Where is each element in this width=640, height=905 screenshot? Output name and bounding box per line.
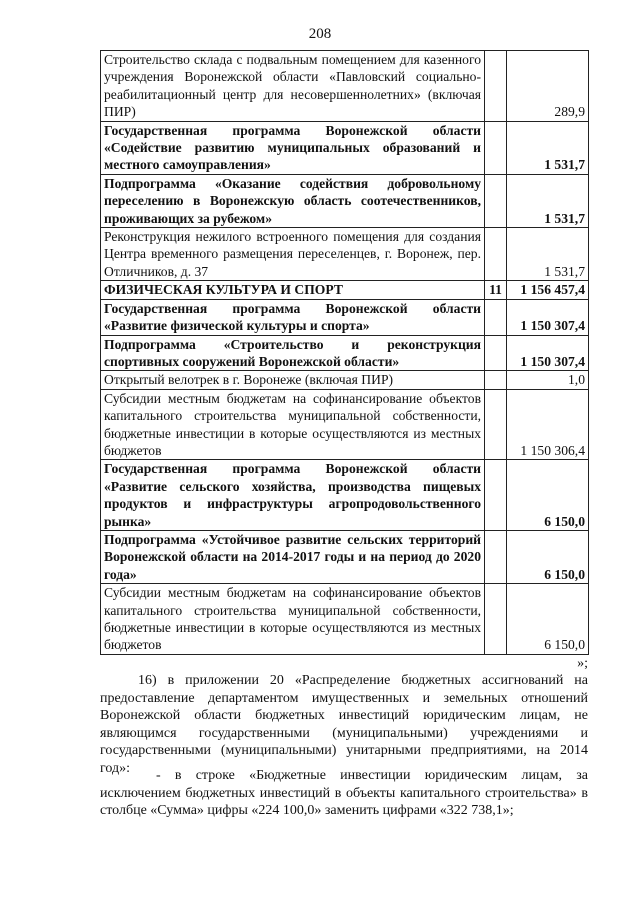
- row-name-cell: Подпрограмма «Строительство и реконструкция спортивных сооружений Воронежской области»: [101, 335, 485, 371]
- table-row: [101, 228, 589, 281]
- row-name-cell: Подпрограмма «Оказание содействия добровольному переселению в Воронежскую область соотечественников, проживающих за рубежом»: [101, 174, 485, 227]
- row-name-cell: Подпрограмма «Устойчивое развитие сельских территорий Воронежской области на 2014-2017 годы и на период до 2020 года»: [101, 530, 485, 583]
- row-name-cell: Реконструкция нежилого встроенного помещения для создания Центра временного размещения переселенцев, г. Воронеж, пер. Отличников, д. 37: [101, 228, 485, 281]
- row-code-cell: [485, 335, 507, 371]
- row-code-cell: 11: [485, 281, 507, 299]
- row-amount-cell: 1 150 307,4: [507, 335, 589, 371]
- row-code-cell: [485, 228, 507, 281]
- row-code-cell: [485, 389, 507, 460]
- row-amount-cell: 1 150 306,4: [507, 389, 589, 460]
- paragraph-16: 16) в приложении 20 «Распределение бюджетных ассигнований на предоставление департаментом имущественных и земельных отношений Воронежской области бюджетных инвестиций юридическим лицам, не являющимся государственными (муниципальными) учреждениями и государственными (муниципальными) унитарными предприятиями, на 2014 год»:: [100, 673, 588, 776]
- table-row: [101, 281, 589, 299]
- row-name-cell: Государственная программа Воронежской области «Развитие физической культуры и спорта»: [101, 299, 485, 335]
- row-amount-cell: 1 531,7: [507, 228, 589, 281]
- row-code-cell: [485, 460, 507, 531]
- row-name-cell: Государственная программа Воронежской области «Содействие развитию муниципальных образований и местного самоуправления»: [101, 121, 485, 174]
- row-amount-cell: 1 156 457,4: [507, 281, 589, 299]
- row-name-cell: ФИЗИЧЕСКАЯ КУЛЬТУРА И СПОРТ: [101, 281, 485, 299]
- row-code-cell: [485, 530, 507, 583]
- row-amount-cell: 1 531,7: [507, 174, 589, 227]
- row-code-cell: [485, 174, 507, 227]
- row-name-cell: Субсидии местным бюджетам на софинансирование объектов капитального строительства муниципальной собственности, бюджетные инвестиции в которые осуществляются из местных бюджетов: [101, 389, 485, 460]
- row-amount-cell: 1 150 307,4: [507, 299, 589, 335]
- row-amount-cell: 1 531,7: [507, 121, 589, 174]
- table-row: [101, 584, 589, 655]
- row-amount-cell: 1,0: [507, 371, 589, 389]
- row-amount-cell: 6 150,0: [507, 530, 589, 583]
- budget-table: [100, 50, 589, 655]
- table-row: [101, 335, 589, 371]
- row-amount-cell: 6 150,0: [507, 584, 589, 655]
- page-number: 208: [308, 26, 332, 42]
- table-row: [101, 299, 589, 335]
- row-code-cell: [485, 299, 507, 335]
- row-name-cell: Открытый велотрек в г. Воронеже (включая ПИР): [101, 371, 485, 389]
- row-name-cell: Строительство склада с подвальным помещением для казенного учреждения Воронежской области «Павловский социально-реабилитационный центр для несовершеннолетних» (включая ПИР): [101, 51, 485, 122]
- table-row: [101, 530, 589, 583]
- row-code-cell: [485, 51, 507, 122]
- table-row: [101, 174, 589, 227]
- row-code-cell: [485, 371, 507, 389]
- table-row: [101, 371, 589, 389]
- budget-table-body: [101, 51, 589, 655]
- table-row: [101, 121, 589, 174]
- table-row: [101, 460, 589, 531]
- row-code-cell: [485, 584, 507, 655]
- table-row: [101, 389, 589, 460]
- row-amount-cell: 289,9: [507, 51, 589, 122]
- row-name-cell: Субсидии местным бюджетам на софинансирование объектов капитального строительства муниципальной собственности, бюджетные инвестиции в которые осуществляются из местных бюджетов: [101, 584, 485, 655]
- row-code-cell: [485, 121, 507, 174]
- table-row: [101, 51, 589, 122]
- row-amount-cell: 6 150,0: [507, 460, 589, 531]
- paragraph-replace-instruction: - в строке «Бюджетные инвестиции юридическим лицам, за исключением бюджетных инвестиций в объекты капитального строительства» в столбце «Сумма» цифры «224 100,0» заменить цифрами «322 738,1»;: [100, 768, 588, 819]
- closing-quote: »;: [577, 656, 588, 671]
- row-name-cell: Государственная программа Воронежской области «Развитие сельского хозяйства, производства пищевых продуктов и инфраструктуры агропродовольственного рынка»: [101, 460, 485, 531]
